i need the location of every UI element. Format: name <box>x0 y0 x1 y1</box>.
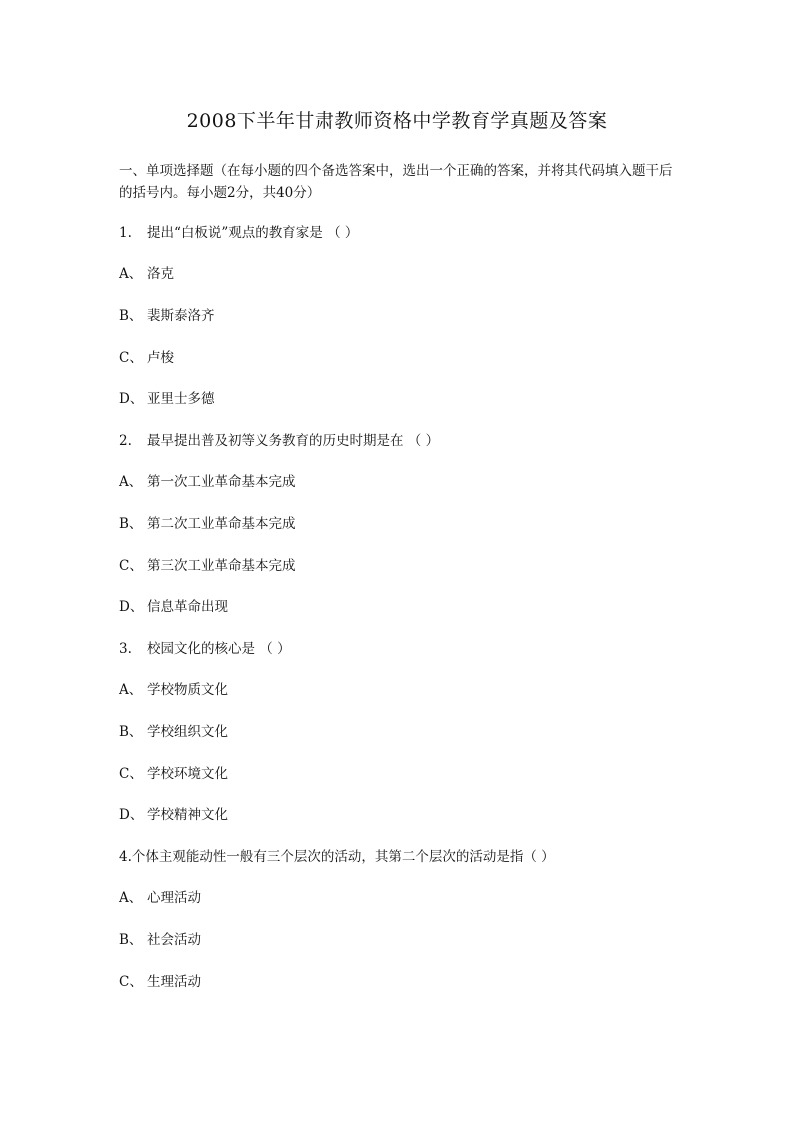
option-key: A、 <box>119 474 143 490</box>
option-text: 卢梭 <box>147 350 174 366</box>
option-text: 信息革命出现 <box>147 599 228 615</box>
option-1a <box>119 265 174 283</box>
option-2a <box>119 473 296 491</box>
option-key: B、 <box>119 308 143 324</box>
option-key: C、 <box>119 350 143 366</box>
option-text: 生理活动 <box>147 974 201 990</box>
question-1-stem <box>119 224 358 242</box>
option-key: B、 <box>119 932 143 948</box>
option-text: 社会活动 <box>147 932 201 948</box>
option-key: D、 <box>119 807 144 823</box>
option-text: 心理活动 <box>147 890 201 906</box>
option-key: C、 <box>119 766 143 782</box>
option-key: C、 <box>119 558 143 574</box>
option-key: A、 <box>119 890 143 906</box>
option-key: C、 <box>119 974 143 990</box>
option-text: 第二次工业革命基本完成 <box>147 516 296 532</box>
question-text: 校园文化的核心是 （ ） <box>147 641 291 657</box>
option-4a <box>119 889 201 907</box>
option-key: A、 <box>119 266 143 282</box>
option-2c <box>119 557 296 575</box>
question-number: 3. <box>119 641 132 657</box>
option-4c <box>119 973 201 991</box>
option-3b <box>119 723 228 741</box>
option-text: 学校环境文化 <box>147 766 228 782</box>
option-text: 洛克 <box>147 266 174 282</box>
option-2d <box>119 598 228 616</box>
question-text: 个体主观能动性一般有三个层次的活动，其第二个层次的活动是指（ ） <box>131 849 555 865</box>
question-3-stem <box>119 640 291 658</box>
option-key: B、 <box>119 724 143 740</box>
question-number: 4. <box>119 849 132 865</box>
option-2b <box>119 515 296 533</box>
option-key: B、 <box>119 516 143 532</box>
section-intro: 一、单项选择题（在每小题的四个备选答案中，选出一个正确的答案，并将其代码填入题干后的括号内。每小题2分，共40分） <box>119 163 673 201</box>
option-text: 裴斯泰洛齐 <box>147 308 215 324</box>
option-text: 第三次工业革命基本完成 <box>147 558 296 574</box>
option-text: 学校组织文化 <box>147 724 228 740</box>
question-number: 1. <box>119 225 132 241</box>
option-4b <box>119 931 201 949</box>
option-key: D、 <box>119 599 144 615</box>
option-text: 第一次工业革命基本完成 <box>147 474 296 490</box>
option-text: 学校物质文化 <box>147 682 228 698</box>
option-3c <box>119 765 228 783</box>
question-text: 最早提出普及初等义务教育的历史时期是在 （ ） <box>147 433 440 449</box>
option-key: D、 <box>119 391 144 407</box>
document-title: 2008下半年甘肃教师资格中学教育学真题及答案 <box>186 110 608 132</box>
option-text: 学校精神文化 <box>147 807 228 823</box>
question-number: 2. <box>119 433 132 449</box>
question-4-stem <box>119 848 555 866</box>
option-1d <box>119 390 215 408</box>
option-1c <box>119 349 174 367</box>
option-key: A、 <box>119 682 143 698</box>
option-3a <box>119 681 228 699</box>
question-text: 提出“白板说”观点的教育家是 （ ） <box>147 225 359 241</box>
option-1b <box>119 307 215 325</box>
option-3d <box>119 806 228 824</box>
option-text: 亚里士多德 <box>147 391 215 407</box>
question-2-stem <box>119 432 439 450</box>
